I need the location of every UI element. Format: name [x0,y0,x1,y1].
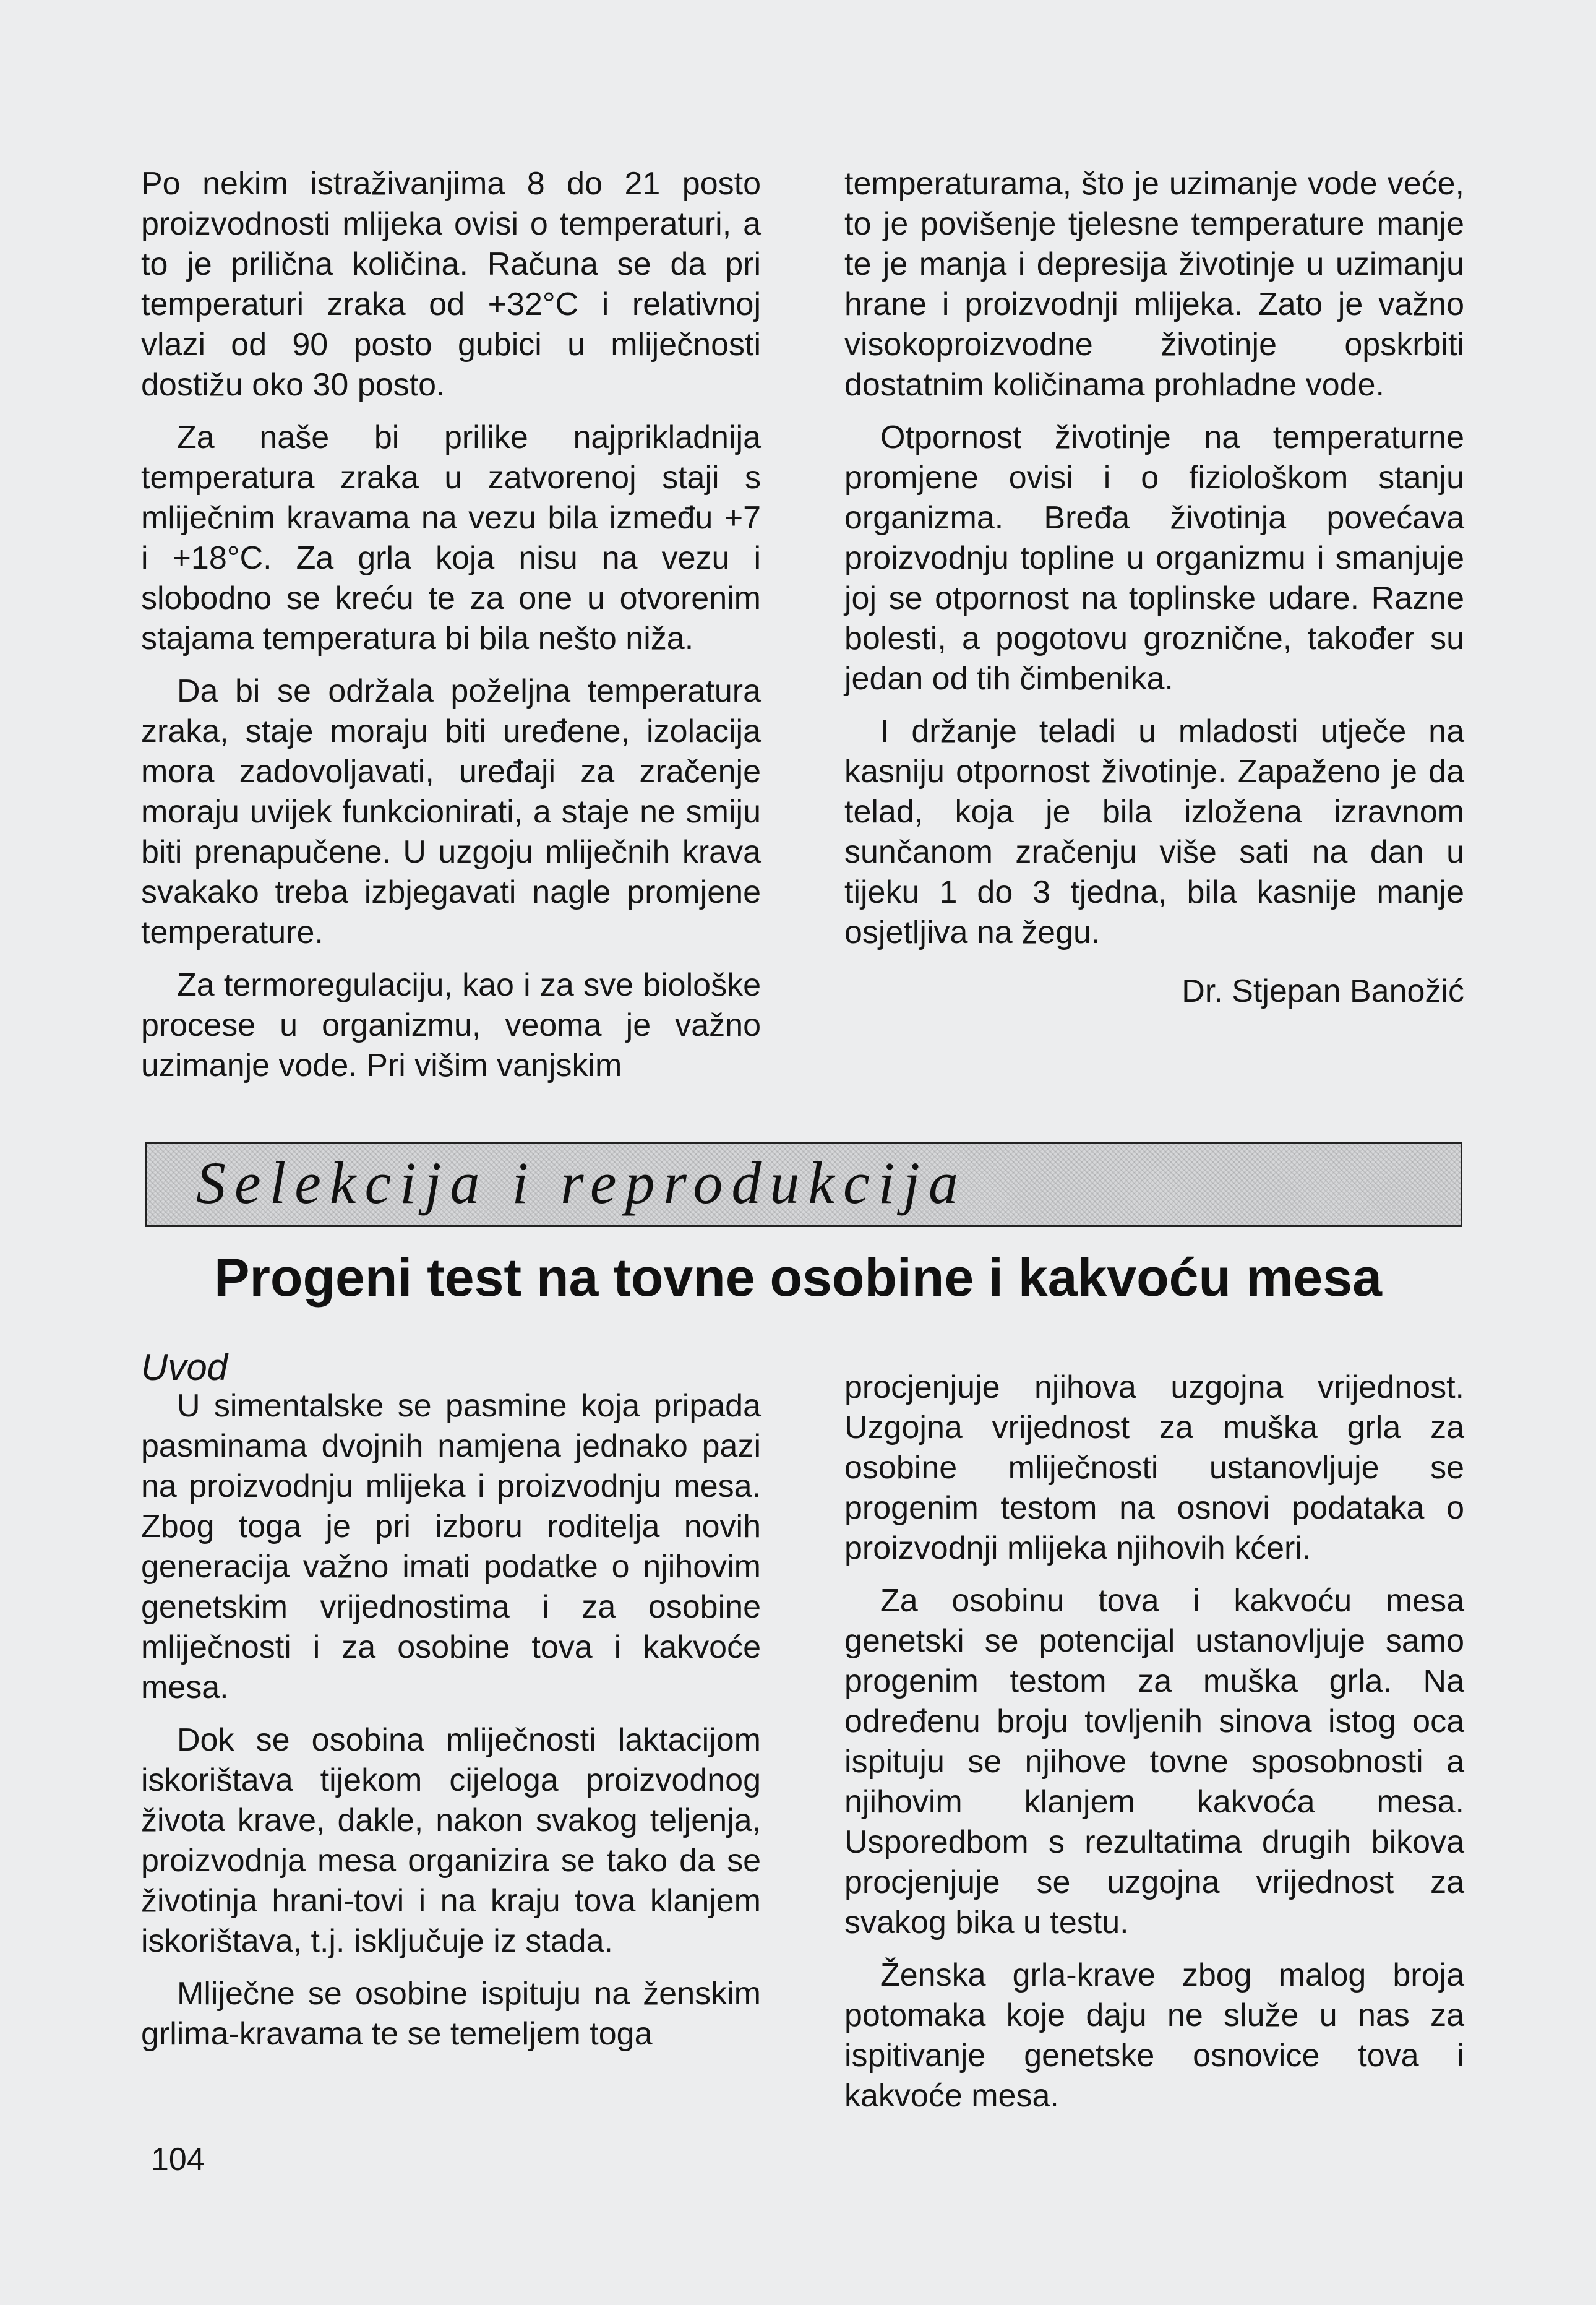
paragraph: U simentalske se pasmine koja pripada pasminama dvojnih namjena jednako pazi na proizvodnju mlijeka i proizvodnju mesa. Zbog toga je pri izboru roditelja novih generacija važno imati podatke o njihovim genetskim vrijednostima i za osobine mliječnosti i za osobine tova i kakvoće mesa. [141,1388,761,1705]
paragraph: Otpornost životinje na temperaturne promjene ovisi i o fiziološkom stanju organizma. Bređa životinja povećava proizvodnju topline u organizmu i smanjuje joj se otpornost na toplinske udare. Razne bolesti, a pogotovu groznične, također su jedan od tih čimbenika. [844,420,1464,697]
article-column-bottom-right [844,1368,1464,2129]
paragraph: Za termoregulaciju, kao i za sve biološke procese u organizmu, veoma je važno uzimanje vode. Pri višim vanjskim [141,967,761,1084]
paragraph: Da bi se održala poželjna temperatura zraka, staje moraju biti uređene, izolacija mora zadovoljavati, uređaji za zračenje moraju uvijek funkcionirati, a staje ne smiju biti prenapučene. U uzgoju mliječnih krava svakako treba izbjegavati nagle promjene temperature. [141,673,761,950]
article-column-bottom-left [141,1386,761,2067]
paragraph: Po nekim istraživanjima 8 do 21 posto proizvodnosti mlijeka ovisi o temperaturi, a to je prilična količina. Računa se da pri temperaturi zraka od +32°C i relativnoj vlazi od 90 posto gubici u mliječnosti dostižu oko 30 posto. [141,166,761,403]
section-banner [145,1142,1462,1227]
paragraph: Mliječne se osobine ispituju na ženskim grlima-kravama te se temeljem toga [141,1976,761,2052]
paragraph: Za osobinu tova i kakvoću mesa genetski se potencijal ustanovljuje samo progenim testom za muška grla. Na određenu broju tovljenih sinova istog oca ispituju se njihove tovne sposobnosti a njihovim klanjem kakvoća mesa. Usporedbom s rezultatima drugih bikova procjenjuje se uzgojna vrijednost za svakog bika u testu. [844,1583,1464,1941]
paragraph: temperaturama, što je uzimanje vode veće, to je povišenje tjelesne temperature manje te je manja i depresija životinje u uzimanju hrane i proizvodnji mlijeka. Zato je važno visokoproizvodne životinje opskrbiti dostatnim količinama prohladne vode. [844,166,1464,403]
paragraph: I držanje teladi u mladosti utječe na kasniju otpornost životinje. Zapaženo je da telad, koja je bila izložena izravnom sunčanom zračenju više sati na dan u tijeku 1 do 3 tjedna, bila kasnije manje osjetljiva na žegu. [844,713,1464,950]
article-headline: Progeni test na tovne osobine i kakvoću mesa [214,1248,1382,1308]
paragraph: procjenjuje njihova uzgojna vrijednost. Uzgojna vrijednost za muška grla za osobine mliječnosti ustanovljuje se progenim testom na osnovi podataka o proizvodnji mlijeka njihovih kćeri. [844,1369,1464,1566]
article-column-top-left [141,164,761,1098]
paragraph: Ženska grla-krave zbog malog broja potomaka koje daju ne služe u nas za ispitivanje genetske osnovice tova i kakvoće mesa. [844,1957,1464,2114]
paragraph: Dok se osobina mliječnosti laktacijom iskorištava tijekom cijeloga proizvodnog života krave, dakle, nakon svakog teljenja, proizvodnja mesa organizira se tako da se životinja hrani-tovi i na kraju tova klanjem iskorištava, t.j. isključuje iz stada. [141,1722,761,1959]
article-column-top-right [844,164,1464,1024]
page-number: 104 [151,2142,205,2178]
subheading-uvod: Uvod [141,1346,228,1388]
paragraph: Za naše bi prilike najprikladnija temperatura zraka u zatvorenoj staji s mliječnim kravama na vezu bila između +7 i +18°C. Za grla koja nisu na vezu i slobodno se kreću te za one u otvorenim stajama temperatura bi bila nešto niža. [141,420,761,657]
section-banner-title: Selekcija i reprodukcija [196,1150,967,1216]
author-signature: Dr. Stjepan Banožić [1182,973,1464,1009]
